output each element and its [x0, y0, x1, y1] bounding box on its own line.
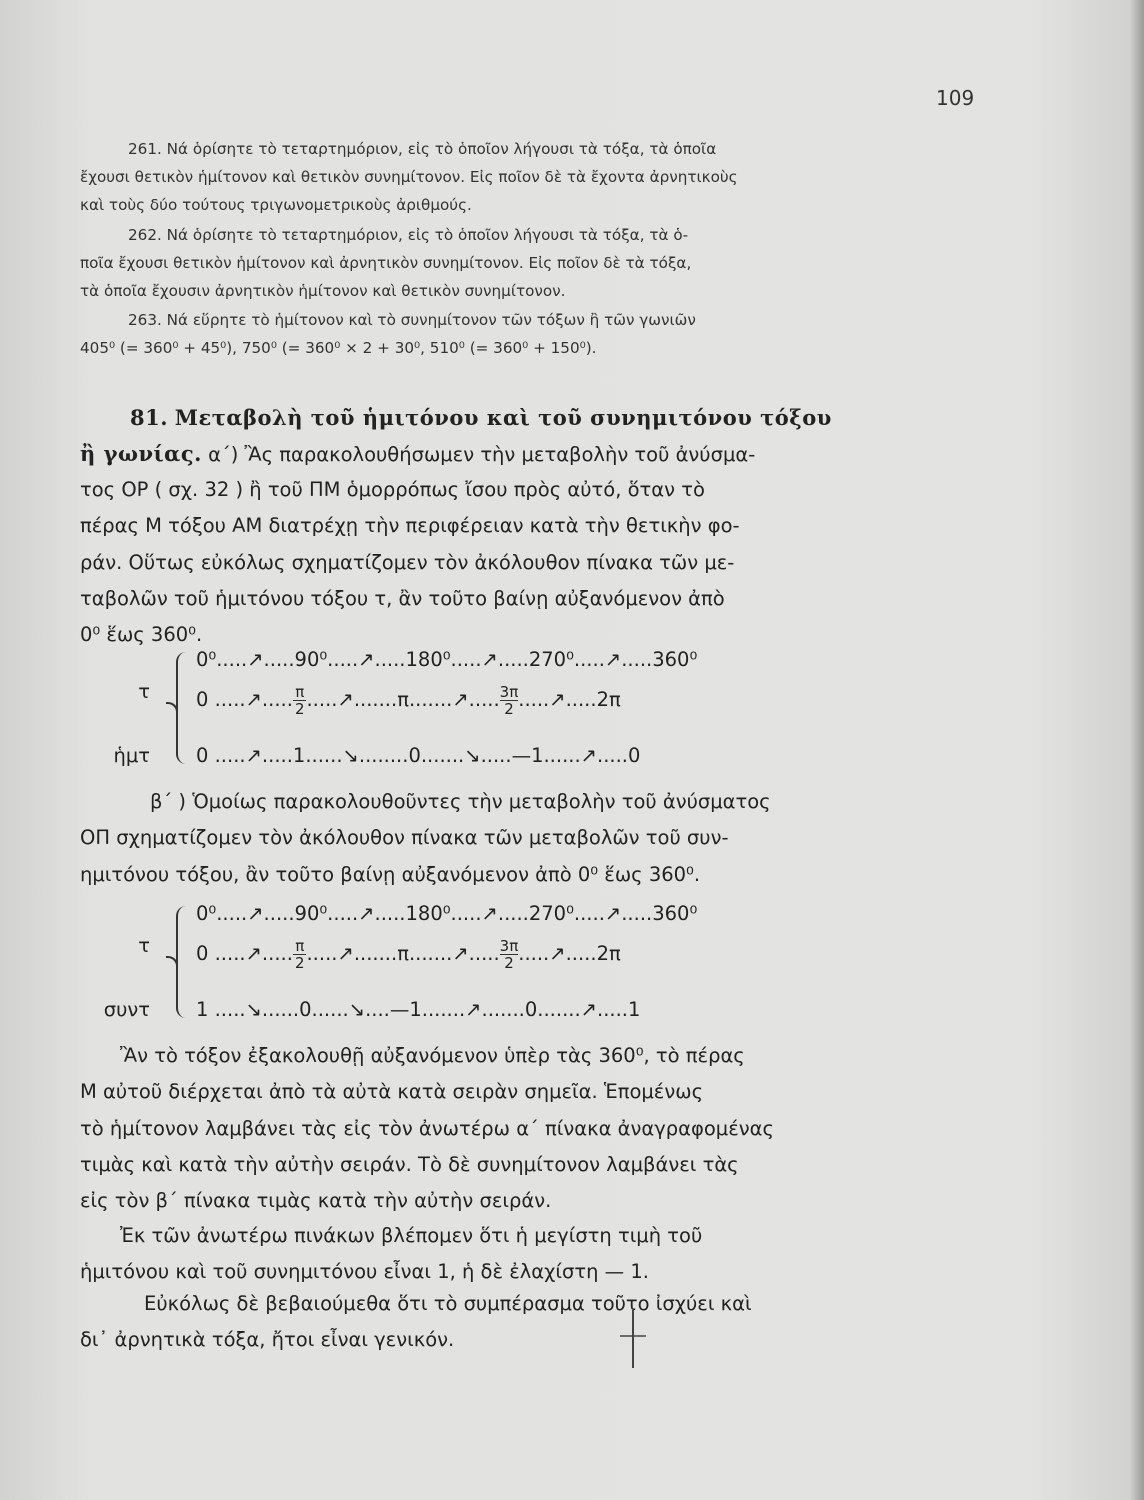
body-line: ἡμιτόνου καὶ τοῦ συνημιτόνου εἶναι 1, ἡ δὲ ἐλαχίστη — 1.	[80, 1260, 649, 1284]
body-line: τος ΟΡ ( σχ. 32 ) ἢ τοῦ ΠΜ ὁμορρόπως ἴσου πρὸς αὐτό, ὅταν τὸ	[80, 478, 705, 501]
cosine-variation-table	[80, 902, 980, 1022]
radians-segment: 0 .....↗.....	[196, 942, 293, 965]
exercise-line: 263. Νά εὕρητε τὸ ἡμίτονον καὶ τὸ συνημίτονον τῶν τόξων ἢ τῶν γωνιῶν	[128, 311, 696, 329]
row-label-sin: ἡμτ	[113, 744, 150, 767]
body-line: ΟΠ σχηματίζομεν τὸν ἀκόλουθον πίνακα τῶν μεταβολῶν τοῦ συν-	[80, 826, 729, 850]
section-title-end: ἢ γωνίας.	[80, 441, 202, 466]
radians-segment: 0 .....↗.....	[196, 688, 293, 711]
table-brace	[176, 906, 190, 1018]
numerator: π	[295, 683, 305, 701]
row-cosine-values: 1 .....↘......0......↘....—1.......↗.......0.......↗.....1	[196, 998, 641, 1021]
exercise-261	[80, 135, 980, 219]
row-sine-values: 0 .....↗.....1......↘........0.......↘.....—1......↗.....0	[196, 744, 641, 767]
denominator: 2	[500, 700, 519, 717]
section-number: 81.	[130, 405, 169, 430]
radians-segment: .....↗.....2π	[518, 942, 621, 965]
body-line: 0⁰ ἕως 360⁰.	[80, 623, 203, 647]
paragraph-c	[80, 1038, 990, 1219]
fraction-pi-over-2	[293, 938, 307, 971]
body-line: τιμὰς καὶ κατὰ τὴν αὐτὴν σειράν. Τὸ δὲ συνημίτονον λαμβάνει τὰς	[80, 1152, 739, 1176]
row-degrees: 0⁰.....↗.....90⁰.....↗.....180⁰.....↗.....270⁰.....↗.....360⁰	[196, 902, 698, 925]
body-line: πέρας Μ τόξου ΑΜ διατρέχῃ τὴν περιφέρειαν κατὰ τὴν θετικὴν φο-	[80, 514, 740, 538]
body-line: Ἂν τὸ τόξον ἐξακολουθῇ αὐξανόμενον ὑπὲρ τὰς 360⁰, τὸ πέρας	[120, 1044, 745, 1067]
sine-variation-table	[80, 648, 980, 768]
denominator: 2	[294, 954, 305, 972]
table-brace	[176, 652, 190, 764]
radians-segment: .....↗.......π.......↗.....	[306, 688, 500, 711]
exercise-line: ποῖα ἔχουσι θετικὸν ἡμίτονον καὶ ἀρνητικὸν συνημίτονον. Εἰς ποῖον δὲ τὰ τόξα,	[80, 254, 692, 272]
exercise-line: τὰ ὁποῖα ἔχουσιν ἀρνητικὸν ἡμίτονον καὶ θετικὸν συνημίτονον.	[80, 282, 566, 300]
paragraph-e	[80, 1286, 990, 1359]
numerator: π	[295, 937, 305, 955]
row-label-tau: τ	[138, 934, 150, 957]
exercise-line: ἔχουσι θετικὸν ἡμίτονον καὶ θετικὸν συνημίτονον. Εἰς ποῖον δὲ τὰ ἔχοντα ἀρνητικοὺς	[80, 168, 738, 186]
registration-cross-mark	[618, 1300, 648, 1370]
body-line: β΄ ) Ὁμοίως παρακολουθοῦντες τὴν μεταβολὴν τοῦ ἀνύσματος	[150, 790, 771, 813]
radians-segment: .....↗.....2π	[518, 688, 621, 711]
exercise-263	[80, 306, 980, 362]
body-line: ράν. Οὕτως εὐκόλως σχηματίζομεν τὸν ἀκόλουθον πίνακα τῶν με-	[80, 550, 735, 574]
row-radians	[196, 684, 621, 717]
body-line: εἰς τὸν β΄ πίνακα τιμὰς κατὰ τὴν αὐτὴν σειράν.	[80, 1189, 552, 1213]
row-degrees: 0⁰.....↗.....90⁰.....↗.....180⁰.....↗.....270⁰.....↗.....360⁰	[196, 648, 698, 671]
section-title: Μεταβολὴ τοῦ ἡμιτόνου καὶ τοῦ συνημιτόνου τόξου	[174, 405, 832, 430]
body-line: Ἐκ τῶν ἀνωτέρω πινάκων βλέπομεν ὅτι ἡ μεγίστη τιμὴ τοῦ	[120, 1224, 703, 1247]
fraction-pi-over-2	[293, 684, 307, 717]
paragraph-b	[80, 784, 990, 893]
exercise-line: 405⁰ (= 360⁰ + 45⁰), 750⁰ (= 360⁰ × 2 + 30⁰, 510⁰ (= 360⁰ + 150⁰).	[80, 339, 597, 357]
body-line: δι᾽ ἀρνητικὰ τόξα, ἤτοι εἶναι γενικόν.	[80, 1328, 455, 1352]
body-line: τὸ ἡμίτονον λαμβάνει τὰς εἰς τὸν ἀνωτέρω α΄ πίνακα ἀναγραφομένας	[80, 1116, 774, 1140]
section-heading-line2	[80, 436, 980, 473]
numerator: 3π	[499, 937, 519, 955]
row-label-cos: συντ	[103, 998, 150, 1021]
radians-segment: .....↗.......π.......↗.....	[306, 942, 500, 965]
exercise-line: 261. Νά ὁρίσητε τὸ τεταρτημόριον, εἰς τὸ ὁποῖον λήγουσι τὰ τόξα, τὰ ὁποῖα	[128, 140, 717, 158]
body-line: Εὐκόλως δὲ βεβαιούμεθα ὅτι τὸ συμπέρασμα τοῦτο ἰσχύει καὶ	[144, 1292, 752, 1315]
exercise-line: καὶ τοὺς δύο τούτους τριγωνομετρικοὺς ἀριθμούς.	[80, 196, 472, 214]
body-line: ημιτόνου τόξου, ἂν τοῦτο βαίνῃ αὐξανόμενον ἀπὸ 0⁰ ἕως 360⁰.	[80, 862, 701, 886]
page-spine-shadow	[1130, 0, 1144, 1500]
fraction-3pi-over-2	[500, 684, 519, 717]
body-line: Μ αὐτοῦ διέρχεται ἀπὸ τὰ αὐτὰ κατὰ σειρὰν σημεῖα. Ἑπομένως	[80, 1080, 704, 1104]
body-line: ταβολῶν τοῦ ἡμιτόνου τόξου τ, ἂν τοῦτο βαίνῃ αὐξανόμενον ἀπὸ	[80, 586, 725, 610]
fraction-3pi-over-2	[500, 938, 519, 971]
paragraph-d	[80, 1218, 990, 1291]
denominator: 2	[294, 700, 305, 718]
numerator: 3π	[499, 683, 519, 701]
exercise-262	[80, 221, 980, 305]
section-intro-text: α΄) Ἂς παρακολουθήσωμεν τὴν μεταβολὴν τοῦ ἀνύσμα-	[201, 443, 756, 466]
row-label-tau: τ	[138, 680, 150, 703]
row-radians	[196, 938, 621, 971]
denominator: 2	[500, 954, 519, 971]
page-number: 109	[936, 86, 975, 110]
exercise-line: 262. Νά ὁρίσητε τὸ τεταρτημόριον, εἰς τὸ ὁποῖον λήγουσι τὰ τόξα, τὰ ὁ-	[128, 226, 689, 244]
section-heading	[80, 400, 990, 436]
paragraph-a	[80, 472, 990, 653]
